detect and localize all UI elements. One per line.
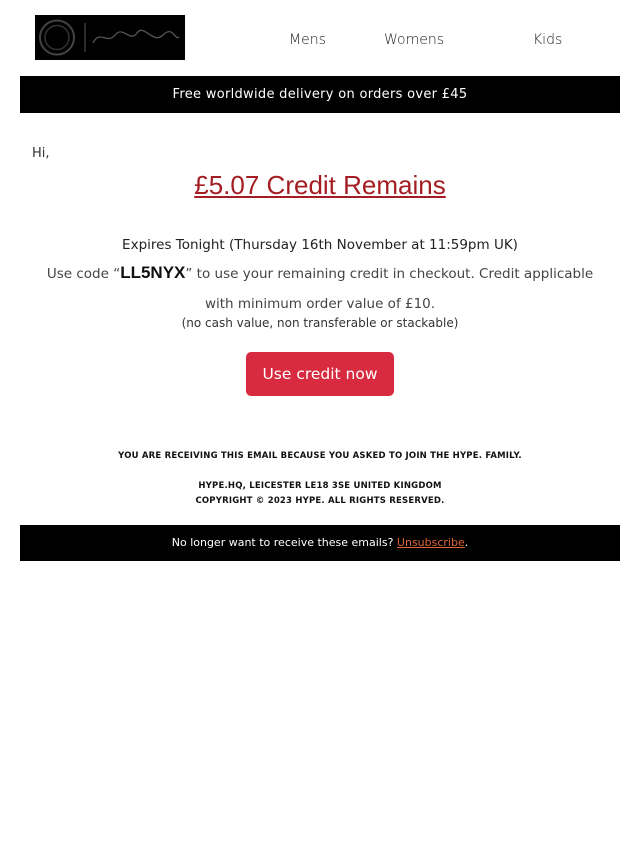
code-instructions xyxy=(36,258,604,319)
hype-logo-icon[interactable] xyxy=(35,15,185,60)
nav-link-womens[interactable]: Womens xyxy=(384,32,445,48)
unsubscribe-footer xyxy=(20,525,620,561)
delivery-banner: Free worldwide delivery on orders over £45 xyxy=(20,76,620,113)
email-header xyxy=(0,0,640,76)
legal-address: HYPE.HQ, LEICESTER LE18 3SE UNITED KINGDOM xyxy=(198,481,442,491)
nav-link-kids[interactable]: Kids xyxy=(533,32,563,48)
unsubscribe-link[interactable]: Unsubscribe xyxy=(396,536,465,549)
code-prefix: Use code “ xyxy=(46,266,121,282)
use-credit-button[interactable]: Use credit now xyxy=(246,352,394,396)
credit-note: (no cash value, non transferable or stackable) xyxy=(181,316,459,330)
footer-period: . xyxy=(464,536,469,549)
code-suffix: ” to use your remaining credit in checkout. Credit applicable with minimum order value of £10. xyxy=(185,266,594,312)
credit-headline[interactable]: £5.07 Credit Remains xyxy=(194,170,446,200)
greeting-text: Hi, xyxy=(32,146,50,161)
promo-code: LL5NYX xyxy=(120,263,186,282)
legal-copyright: COPYRIGHT © 2023 HYPE. ALL RIGHTS RESERVED. xyxy=(195,496,445,506)
legal-reason: YOU ARE RECEIVING THIS EMAIL BECAUSE YOU ASKED TO JOIN THE HYPE. FAMILY. xyxy=(118,451,522,461)
footer-text: No longer want to receive these emails? xyxy=(171,536,394,549)
expiry-text: Expires Tonight (Thursday 16th November at 11:59pm UK) xyxy=(122,237,518,253)
nav-link-mens[interactable]: Mens xyxy=(289,32,326,48)
